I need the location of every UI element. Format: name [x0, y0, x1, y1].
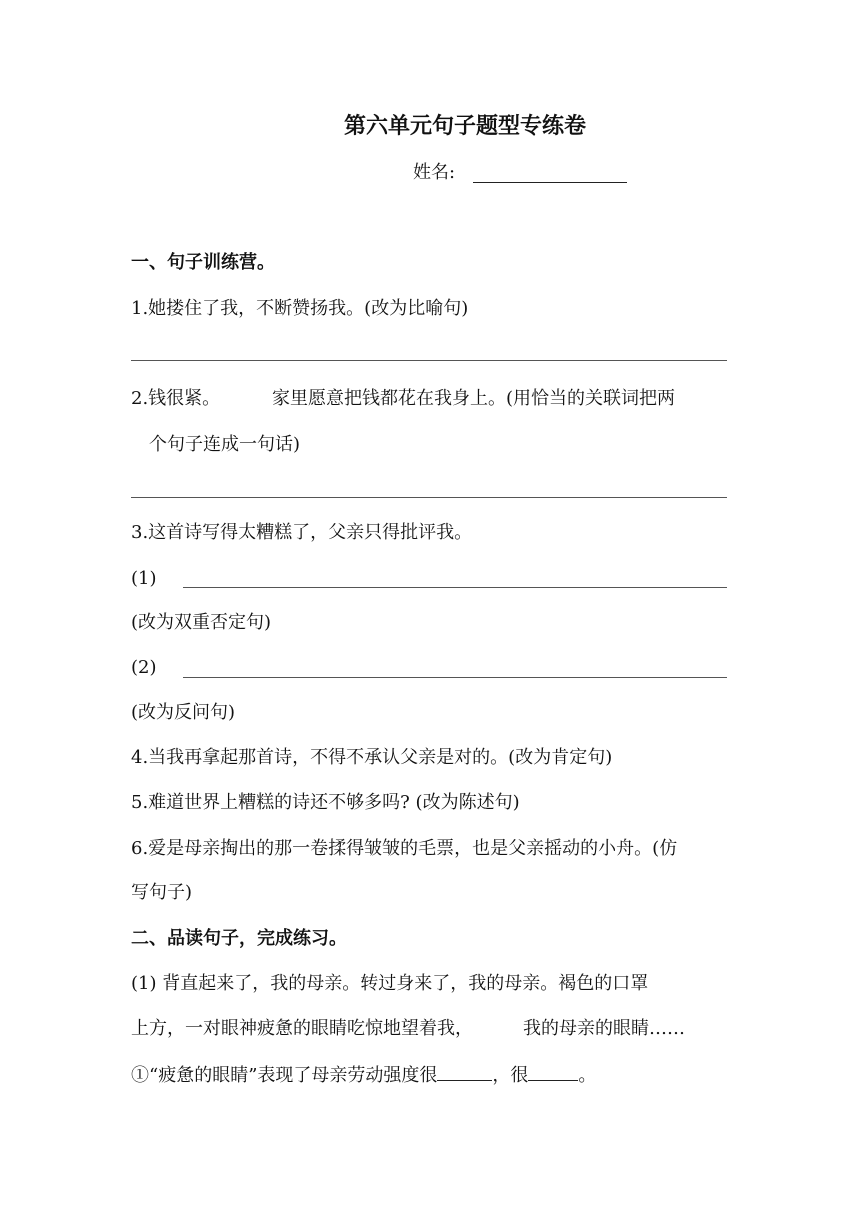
answer-line-2[interactable]	[131, 497, 727, 498]
name-label: 姓名:	[413, 162, 456, 183]
question-2-part2: 家里愿意把钱都花在我身上。(用恰当的关联词把两	[272, 388, 676, 409]
answer-line-3-1[interactable]	[183, 587, 727, 588]
fill-blank-1[interactable]	[437, 1062, 492, 1081]
question-2-part1: 2.钱很紧。	[131, 388, 221, 409]
section2-heading: 二、品读句子，完成练习。	[131, 928, 347, 949]
sub-question-1-text-b: ，很	[492, 1065, 529, 1086]
question-3-sub1-label: (1)	[131, 568, 157, 589]
question-3: 3.这首诗写得太糟糕了，父亲只得批评我。	[131, 522, 473, 543]
passage-1-line2-a: 上方，一对眼神疲惫的眼睛吃惊地望着我，	[131, 1018, 473, 1039]
passage-1-line2-b: 我的母亲的眼睛……	[523, 1018, 685, 1039]
question-4: 4.当我再拿起那首诗，不得不承认父亲是对的。(改为肯定句)	[131, 747, 613, 768]
passage-1-line1: (1) 背直起来了，我的母亲。转过身来了，我的母亲。褐色的口罩	[131, 973, 649, 994]
question-3-sub2-label: (2)	[131, 657, 157, 678]
question-6-line1: 6.爱是母亲掏出的那一卷揉得皱皱的毛票，也是父亲摇动的小舟。(仿	[131, 838, 678, 859]
question-5: 5.难道世界上糟糕的诗还不够多吗? (改为陈述句)	[131, 792, 520, 813]
section1-heading: 一、句子训练营。	[131, 252, 275, 273]
question-1: 1.她搂住了我，不断赞扬我。(改为比喻句)	[131, 298, 469, 319]
question-3-sub2-hint: (改为反问句)	[131, 702, 236, 723]
question-2-part3: 个句子连成一句话)	[149, 434, 301, 455]
answer-line-1[interactable]	[131, 360, 727, 361]
page-title: 第六单元句子题型专练卷	[343, 114, 586, 139]
sub-question-1-text-a: ①“疲惫的眼睛”表现了母亲劳动强度很	[131, 1065, 438, 1086]
answer-line-3-2[interactable]	[183, 677, 727, 678]
question-3-sub1-hint: (改为双重否定句)	[131, 612, 272, 633]
sub-question-1	[131, 1062, 596, 1089]
question-6-line2: 写句子)	[131, 882, 193, 903]
name-blank[interactable]	[473, 182, 627, 183]
sub-question-1-text-c: 。	[578, 1065, 597, 1086]
fill-blank-2[interactable]	[528, 1062, 578, 1081]
